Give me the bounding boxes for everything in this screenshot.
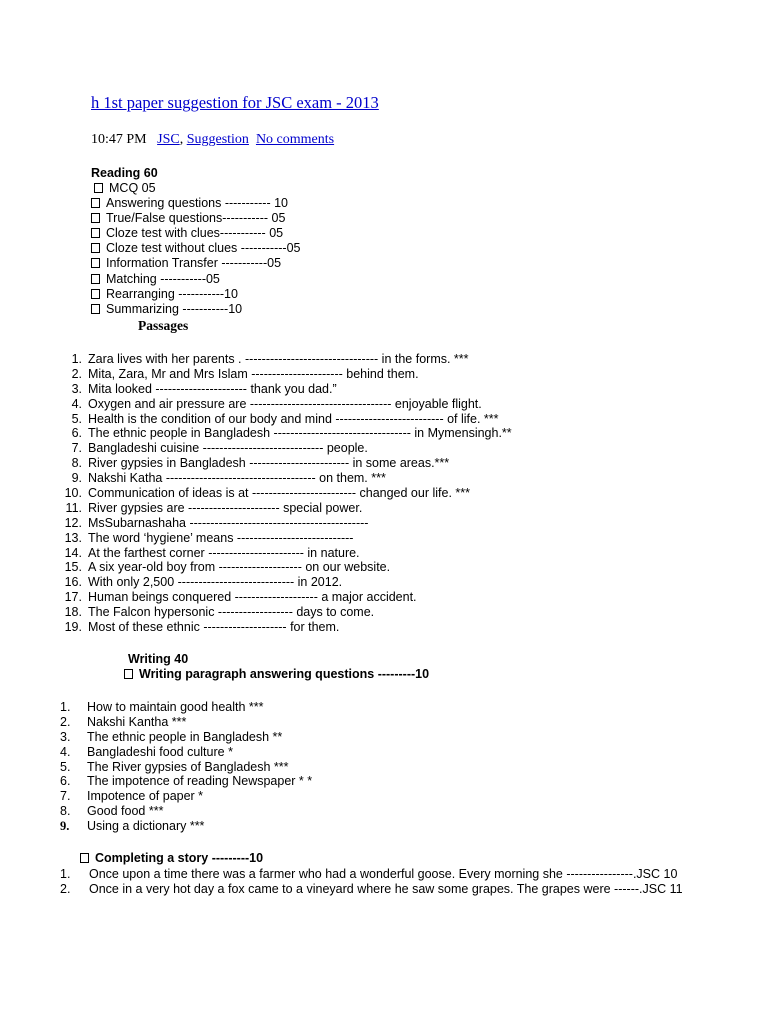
reading-item — [91, 272, 300, 287]
bullet-box-icon — [91, 274, 100, 284]
bullet-box-icon — [80, 853, 89, 863]
passage-item-text: Health is the condition of our body and mind -------------------------- of life. *** — [88, 411, 499, 426]
passage-item — [60, 531, 512, 546]
passage-item — [60, 590, 512, 605]
passage-item — [60, 546, 512, 561]
paragraph-topic-number: 5. — [60, 759, 71, 774]
passage-item-text: River gypsies in Bangladesh ------------------------ in some areas.*** — [88, 456, 450, 471]
paragraph-topic — [60, 789, 312, 804]
paragraph-topic-text: Good food *** — [87, 804, 164, 819]
passage-item — [60, 516, 512, 531]
bullet-box-icon — [91, 258, 100, 268]
reading-item — [91, 196, 300, 211]
passage-item — [60, 620, 512, 635]
passage-item-number: 6. — [71, 426, 82, 441]
bullet-box-icon — [91, 213, 100, 223]
bullet-box-icon — [94, 183, 103, 193]
writing-heading: Writing 40 — [128, 652, 189, 666]
passage-item — [60, 456, 512, 471]
post-time: 10:47 PM — [91, 132, 147, 147]
passage-item-number: 14. — [64, 545, 82, 560]
passage-item — [60, 382, 512, 397]
reading-breakdown-list — [91, 181, 300, 317]
reading-item-label: Summarizing -----------10 — [106, 301, 243, 316]
paragraph-topic — [60, 730, 312, 745]
reading-item — [91, 211, 300, 226]
passage-item-text: Oxygen and air pressure are ---------------------------------- enjoyable flight. — [88, 396, 482, 411]
passage-item-number: 9. — [71, 471, 82, 486]
label-separator: , — [179, 132, 184, 147]
paragraph-topic — [60, 715, 312, 730]
reading-item-label: Cloze test without clues -----------05 — [106, 241, 301, 256]
passages-list — [60, 352, 512, 635]
passage-item-number: 19. — [64, 620, 82, 635]
reading-item-label: Matching -----------05 — [106, 271, 220, 286]
story-heading-label: Completing a story — [95, 851, 209, 865]
passage-item-number: 1. — [71, 352, 82, 366]
reading-item-label: MCQ 05 — [109, 181, 156, 195]
reading-item-label: True/False questions----------- 05 — [106, 211, 286, 226]
paragraph-topic-number: 9. — [60, 819, 70, 834]
paragraph-topics-list — [60, 700, 312, 834]
passage-item-number: 13. — [64, 530, 82, 545]
writing-paragraph-label: Writing paragraph answering questions — [139, 667, 375, 681]
post-title-link[interactable]: h 1st paper suggestion for JSC exam - 2013 — [91, 93, 379, 112]
passage-item — [60, 412, 512, 427]
paragraph-topic-number: 4. — [60, 744, 71, 759]
passage-item-text: The word ‘hygiene’ means ---------------------------- — [88, 530, 354, 545]
passage-item — [60, 575, 512, 590]
passage-item — [60, 441, 512, 456]
paragraph-topic — [60, 774, 312, 789]
passage-item-text: At the farthest corner ----------------------- in nature. — [88, 545, 360, 560]
post-meta — [91, 132, 334, 148]
passage-item — [60, 397, 512, 412]
passage-item-text: The ethnic people in Bangladesh --------------------------------- in Mymensingh.** — [88, 426, 512, 441]
passage-item-text: Zara lives with her parents . -------------------------------- in the forms. *** — [88, 352, 469, 366]
reading-item-label: Information Transfer -----------05 — [106, 256, 282, 271]
story-item — [60, 867, 700, 882]
reading-item — [91, 226, 300, 241]
reading-item — [91, 241, 300, 256]
passage-item-number: 8. — [71, 456, 82, 471]
passage-item-text: Most of these ethnic -------------------- for them. — [88, 620, 340, 635]
passage-item-text: Human beings conquered -------------------- a major accident. — [88, 590, 417, 605]
story-heading-marks: ---------10 — [208, 851, 264, 865]
passage-item-number: 3. — [71, 381, 82, 396]
passage-item — [60, 560, 512, 575]
paragraph-topic-number: 8. — [60, 804, 71, 819]
writing-paragraph-heading — [124, 667, 429, 681]
passage-item-number: 7. — [71, 441, 82, 456]
passage-item — [60, 486, 512, 501]
reading-item-label: Cloze test with clues----------- 05 — [106, 226, 284, 241]
passage-item-number: 4. — [71, 396, 82, 411]
passage-item-number: 10. — [64, 486, 82, 501]
paragraph-topic-number: 1. — [60, 700, 71, 714]
story-item-text: Once upon a time there was a farmer who had a wonderful goose. Every morning she ----------------.JSC 10 — [89, 867, 678, 881]
passage-item — [60, 352, 512, 367]
story-item-number: 2. — [60, 881, 71, 896]
comments-link[interactable]: No comments — [255, 132, 335, 147]
passage-item-text: Bangladeshi cuisine ----------------------------- people. — [88, 441, 368, 456]
story-item-text: Once in a very hot day a fox came to a vineyard where he saw some grapes. The grapes were ------.JSC 11 — [89, 881, 683, 896]
passage-item — [60, 367, 512, 382]
paragraph-topic — [60, 700, 312, 715]
bullet-box-icon — [91, 289, 100, 299]
passages-heading: Passages — [138, 318, 189, 333]
bullet-box-icon — [91, 304, 100, 314]
reading-heading: Reading 60 — [91, 166, 158, 180]
paragraph-topic-text: Using a dictionary *** — [87, 819, 205, 834]
label-link-suggestion[interactable]: Suggestion — [186, 132, 249, 147]
writing-paragraph-marks: ---------10 — [374, 667, 430, 681]
paragraph-topic-text: The ethnic people in Bangladesh ** — [87, 729, 283, 744]
bullet-box-icon — [91, 198, 100, 208]
paragraph-topic-text: The impotence of reading Newspaper * * — [87, 774, 313, 789]
passage-item-text: MsSubarnashaha ------------------------------------------- — [88, 515, 369, 530]
reading-item — [91, 181, 300, 196]
paragraph-topic-number: 6. — [60, 774, 71, 789]
paragraph-topic-number: 3. — [60, 729, 71, 744]
reading-item-label: Rearranging -----------10 — [106, 286, 238, 301]
passage-item-text: With only 2,500 ---------------------------- in 2012. — [88, 575, 343, 590]
story-item-number: 1. — [60, 867, 71, 881]
reading-item — [91, 302, 300, 317]
passage-item-number: 16. — [64, 575, 82, 590]
passage-item — [60, 501, 512, 516]
label-link-jsc[interactable]: JSC — [157, 132, 180, 147]
paragraph-topic-text: Impotence of paper * — [87, 789, 204, 804]
passage-item-number: 5. — [71, 411, 82, 426]
passage-item-number: 2. — [71, 366, 82, 381]
passage-item-text: A six year-old boy from -------------------- on our website. — [88, 560, 391, 575]
paragraph-topic — [60, 745, 312, 760]
passage-item-number: 18. — [64, 605, 82, 620]
passage-item-number: 15. — [64, 560, 82, 575]
passage-item — [60, 426, 512, 441]
paragraph-topic-text: Nakshi Kantha *** — [87, 714, 187, 729]
bullet-box-icon — [91, 243, 100, 253]
reading-item — [91, 287, 300, 302]
passage-item — [60, 471, 512, 486]
story-list — [60, 867, 700, 897]
bullet-box-icon — [91, 228, 100, 238]
paragraph-topic-text: The River gypsies of Bangladesh *** — [87, 759, 289, 774]
passage-item-number: 12. — [64, 515, 82, 530]
story-heading — [80, 851, 263, 865]
paragraph-topic — [60, 804, 312, 819]
passage-item-number: 11. — [65, 500, 82, 515]
reading-item-label: Answering questions ----------- 10 — [106, 196, 288, 211]
passage-item-text: River gypsies are ---------------------- special power. — [88, 500, 363, 515]
paragraph-topic — [60, 819, 312, 834]
paragraph-topic-text: Bangladeshi food culture * — [87, 744, 233, 759]
story-item — [60, 882, 700, 897]
passage-item-number: 17. — [64, 590, 82, 605]
paragraph-topic-number: 7. — [60, 789, 71, 804]
passage-item — [60, 605, 512, 620]
passage-item-text: Nakshi Katha ------------------------------------ on them. *** — [88, 471, 386, 486]
reading-item — [91, 256, 300, 271]
passage-item-text: Mita, Zara, Mr and Mrs Islam ---------------------- behind them. — [88, 366, 419, 381]
bullet-box-icon — [124, 669, 133, 679]
passage-item-text: The Falcon hypersonic ------------------ days to come. — [88, 605, 375, 620]
passage-item-text: Mita looked ---------------------- thank you dad.” — [88, 381, 337, 396]
paragraph-topic-number: 2. — [60, 714, 71, 729]
passage-item-text: Communication of ideas is at ------------------------- changed our life. *** — [88, 486, 470, 501]
paragraph-topic — [60, 760, 312, 775]
paragraph-topic-text: How to maintain good health *** — [87, 700, 264, 714]
